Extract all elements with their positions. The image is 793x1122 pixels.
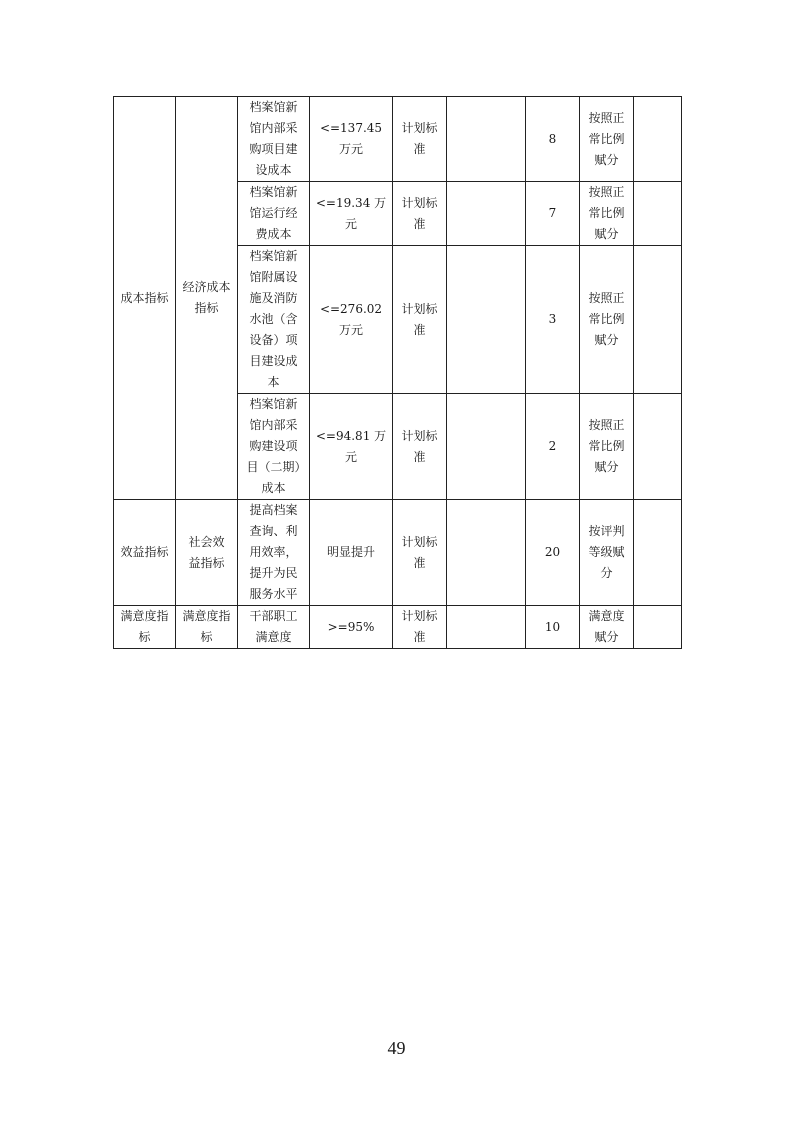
- standard-cell: 计划标准: [393, 394, 447, 500]
- target-cell: <=19.34 万元: [310, 182, 393, 246]
- remark-cell: [634, 500, 682, 606]
- actual-cell: [447, 97, 526, 182]
- remark-cell: [634, 97, 682, 182]
- actual-cell: [447, 394, 526, 500]
- scoring-method-cell: 按评判等级赋分: [580, 500, 634, 606]
- score-cell: 2: [526, 394, 580, 500]
- table-row: [114, 500, 682, 606]
- standard-cell: 计划标准: [393, 97, 447, 182]
- scoring-method-cell: 满意度赋分: [580, 606, 634, 649]
- remark-cell: [634, 246, 682, 394]
- page-number: 49: [387, 1038, 406, 1058]
- indicator-cell: 提高档案查询、利用效率，提升为民服务水平: [238, 500, 310, 606]
- indicator-cell: 档案馆新馆附属设施及消防水池（含设备）项目建设成本: [238, 246, 310, 394]
- standard-cell: 计划标准: [393, 606, 447, 649]
- table-row: [114, 97, 682, 182]
- indicator-cell: 档案馆新馆运行经费成本: [238, 182, 310, 246]
- score-cell: 3: [526, 246, 580, 394]
- performance-indicator-table: [113, 96, 682, 649]
- target-cell: 明显提升: [310, 500, 393, 606]
- target-cell: <=276.02 万元: [310, 246, 393, 394]
- standard-cell: 计划标准: [393, 182, 447, 246]
- actual-cell: [447, 606, 526, 649]
- score-cell: 8: [526, 97, 580, 182]
- level1-indicator-cell: 效益指标: [114, 500, 176, 606]
- actual-cell: [447, 500, 526, 606]
- standard-cell: 计划标准: [393, 500, 447, 606]
- level1-indicator-cell: 成本指标: [114, 97, 176, 500]
- score-cell: 10: [526, 606, 580, 649]
- actual-cell: [447, 182, 526, 246]
- scoring-method-cell: 按照正常比例赋分: [580, 182, 634, 246]
- remark-cell: [634, 182, 682, 246]
- scoring-method-cell: 按照正常比例赋分: [580, 97, 634, 182]
- target-cell: >=95%: [310, 606, 393, 649]
- level2-indicator-cell: 满意度指标: [176, 606, 238, 649]
- scoring-method-cell: 按照正常比例赋分: [580, 394, 634, 500]
- remark-cell: [634, 606, 682, 649]
- indicator-cell: 档案馆新馆内部采购项目建设成本: [238, 97, 310, 182]
- standard-cell: 计划标准: [393, 246, 447, 394]
- actual-cell: [447, 246, 526, 394]
- score-cell: 7: [526, 182, 580, 246]
- score-cell: 20: [526, 500, 580, 606]
- scoring-method-cell: 按照正常比例赋分: [580, 246, 634, 394]
- target-cell: <=94.81 万元: [310, 394, 393, 500]
- table-row: [114, 606, 682, 649]
- level1-indicator-cell: 满意度指标: [114, 606, 176, 649]
- indicator-cell: 档案馆新馆内部采购建设项目（二期）成本: [238, 394, 310, 500]
- indicator-cell: 干部职工满意度: [238, 606, 310, 649]
- level2-indicator-cell: 社会效益指标: [176, 500, 238, 606]
- remark-cell: [634, 394, 682, 500]
- target-cell: <=137.45 万元: [310, 97, 393, 182]
- level2-indicator-cell: 经济成本指标: [176, 97, 238, 500]
